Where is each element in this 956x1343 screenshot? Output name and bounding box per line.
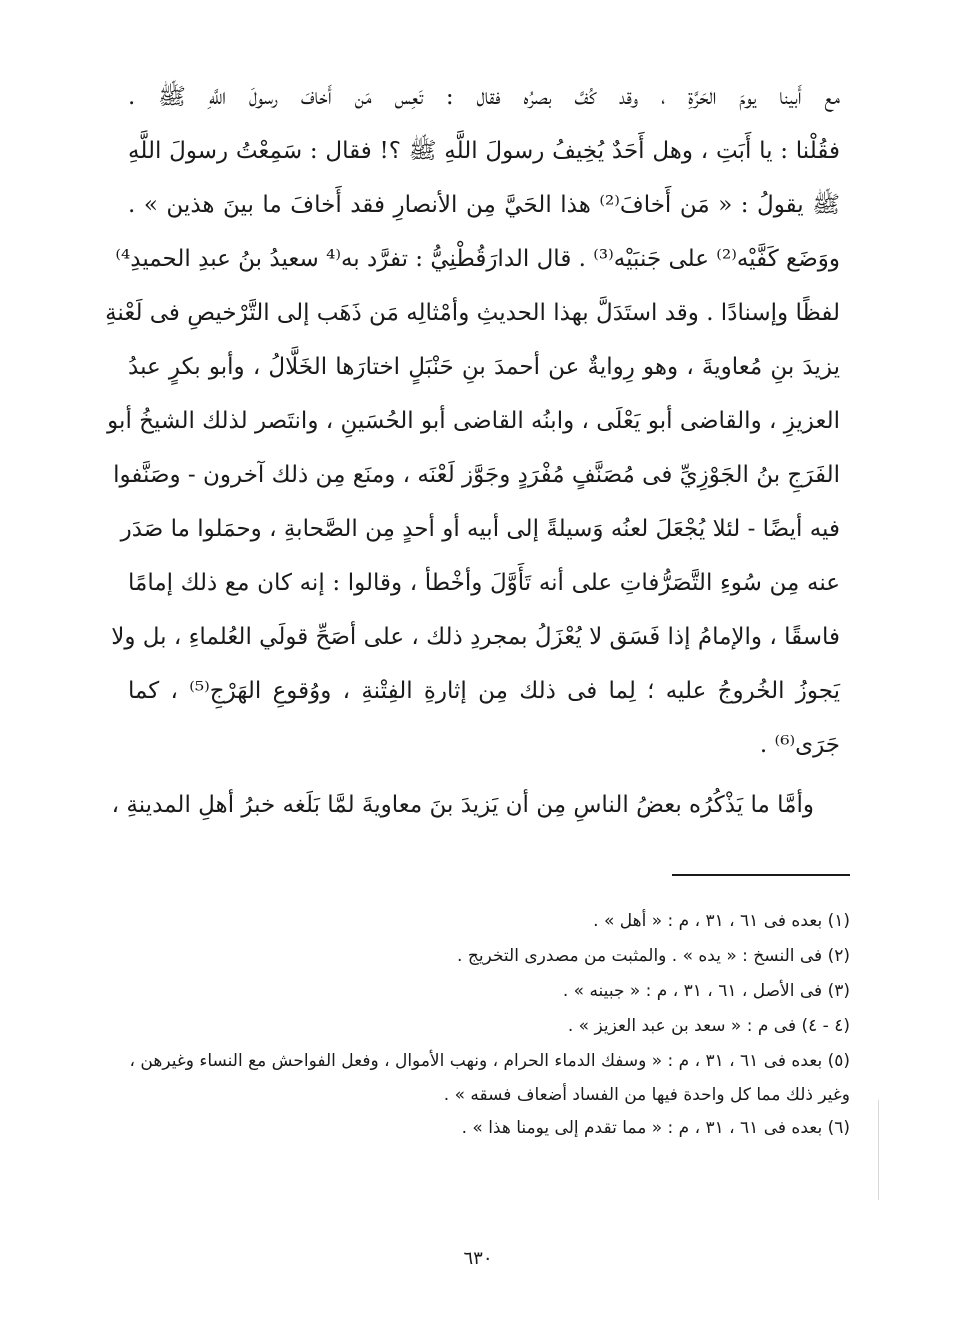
text-line: يزيدَ بنِ مُعاويةَ ، وهو رِوايةٌ عن أحمدَ بنِ حَنْبَلٍ اختارَها الخَلَّالُ ، وأبو بكرٍ عبدُ <box>128 354 840 380</box>
footnote: (٢) فى النسخ : « يده » . والمثبت من مصدرى التخريج . <box>457 946 850 966</box>
scan-edge-line <box>878 1100 879 1200</box>
text-line: ووَضَع كَفَّيْه⁽²⁾ على جَنبَيْه⁽³⁾ . قال الدارَقُطْنِيُّ : تفرَّد به⁽⁴ سعيدُ بنُ عبدِ الحميدِ⁴⁾ <box>115 246 840 272</box>
footnote-continuation: وغير ذلك مما كل واحدة فيها من الفساد أضعاف فسقه » . <box>443 1085 850 1105</box>
footnote: (٦) بعده فى ٦١ ، ٣١ ، م : « مما تقدم إلى يومنا هذا » . <box>461 1118 850 1138</box>
text-line: وأمَّا ما يَذْكُرُه بعضُ الناسِ مِن أن يَزيدَ بنَ معاويةَ لمَّا بَلَغه خبرُ أهلِ المدينةِ ، <box>111 792 814 818</box>
page-number: ٦٣٠ <box>463 1248 493 1269</box>
footnote: (٤ - ٤) فى م : « سعد بن عبد العزيز » . <box>567 1016 850 1036</box>
footnote: (٥) بعده فى ٦١ ، ٣١ ، م : « وسفك الدماء الحرام ، ونهب الأموال ، وفعل الفواحش مع النساء وغيرهن ، <box>129 1051 850 1071</box>
footnotes <box>128 904 850 1146</box>
text-line: يَجوزُ الخُروجُ عليه ؛ لِما فى ذلك مِن إثارةِ الفِتْنةِ ، ووُقوعِ الهَرْجِ⁽⁵⁾ ، كما <box>128 678 840 704</box>
text-line: عنه مِن سُوءِ التَّصَرُّفاتِ على أنه تَأَوَّلَ وأخْطأ ، وقالوا : إنه كان مع ذلك إمامًا <box>128 570 840 596</box>
text-line: فاسقًا ، والإمامُ إذا فَسَق لا يُعْزَلُ بمجردِ ذلك ، على أصَحِّ قولَي العُلماءِ ، بل ولا <box>111 624 840 650</box>
text-line: جَرَى⁽⁶⁾ . <box>759 732 840 758</box>
footnote: (١) بعده فى ٦١ ، ٣١ ، م : « أهل » . <box>593 911 850 931</box>
text-line: فيه أيضًا - لئلا يُجْعَلَ لعنُه وَسيلةً إلى أبيه أو أحدٍ مِن الصَّحابةِ ، وحمَلوا ما صَدَر <box>120 516 840 542</box>
text-line: مع أَبينا يومَ الحَرَّةِ ، وقد كُفَّ بصرُه فقال : تَعِس مَن أَخافَ رسولَ اللَّهِ ﷺ . <box>128 84 840 110</box>
text-line: العزيزِ ، والقاضى أبو يَعْلَى ، وابنُه القاضى أبو الحُسَينِ ، وانتَصر لذلك الشيخُ أبو <box>107 408 840 434</box>
text-line: الفَرَجِ بنُ الجَوْزِيِّ فى مُصَنَّفٍ مُفْرَدٍ وجَوَّز لَعْنَه ، ومنَع مِن ذلك آخرون - وصَنَّفوا <box>113 462 840 488</box>
text-line: فقُلْنا : يا أَبَتِ ، وهل أَحَدٌ يُخِيفُ رسولَ اللَّهِ ﷺ ؟! فقال : سَمِعْتُ رسولَ اللَّهِ <box>128 138 840 164</box>
footnote: (٣) فى الأصل ، ٦١ ، ٣١ ، م : « جبينه » . <box>562 981 850 1001</box>
second-paragraph <box>111 778 840 832</box>
main-paragraph <box>105 70 840 772</box>
text-line: ﷺ يقولُ : « مَن أَخافَ⁽²⁾ هذا الحَيَّ مِن الأنصارِ فقد أَخافَ ما بينَ هذين » . <box>128 192 840 218</box>
text-line: لفظًا وإسنادًا . وقد استَدَلَّ بهذا الحديثِ وأمْثالِه مَن ذَهَب إلى التَّرْخيصِ فى لَعْنةِ <box>105 300 840 326</box>
footnote-separator <box>672 874 850 876</box>
